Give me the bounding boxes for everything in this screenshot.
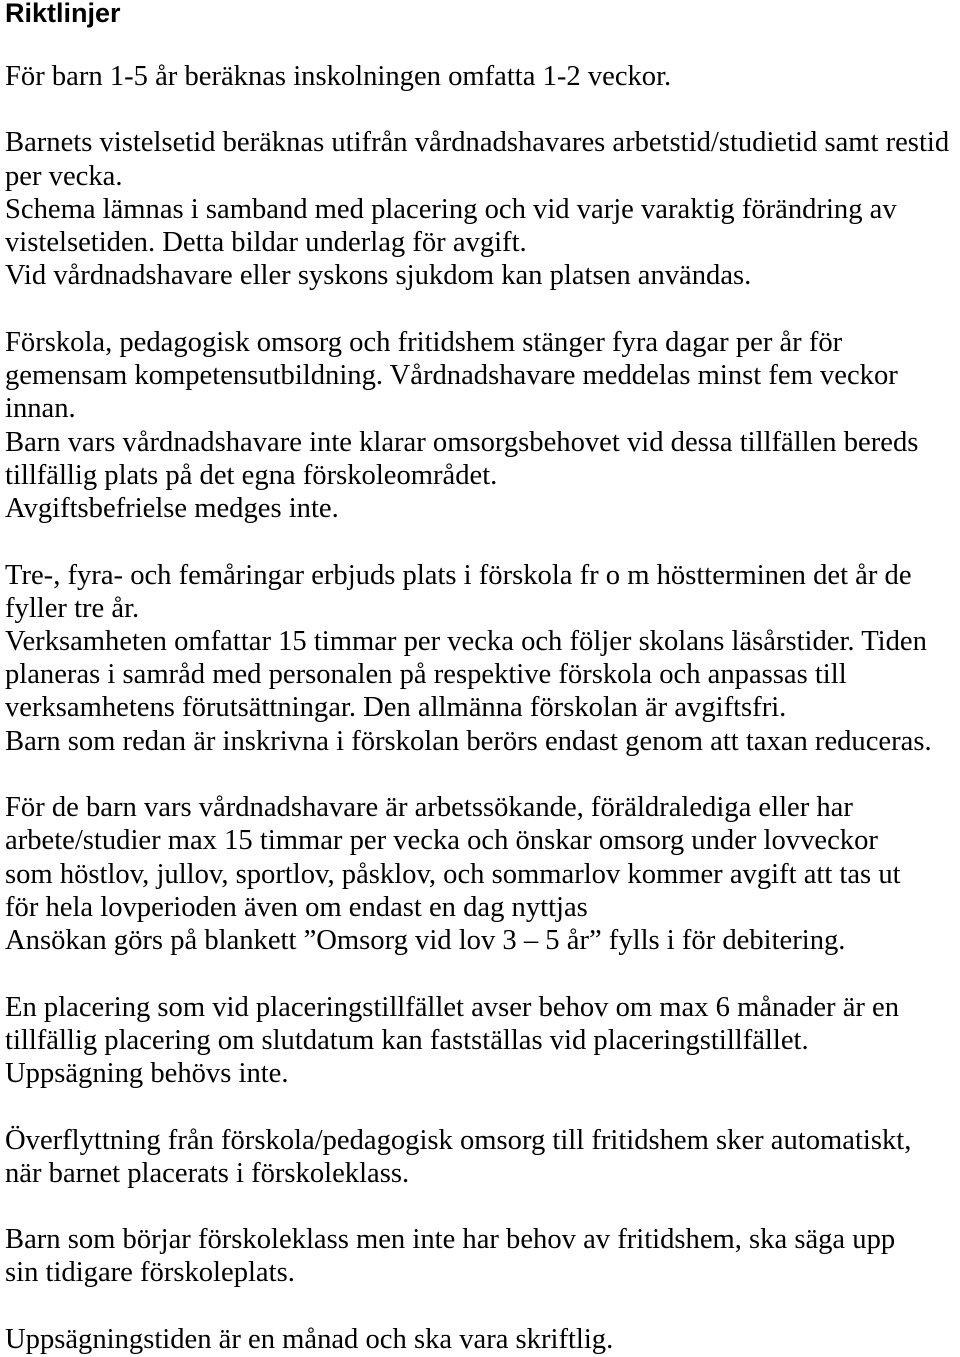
paragraph-lovveckor: [5, 791, 958, 957]
text-line: sin tidigare förskoleplats.: [5, 1257, 295, 1289]
text-line: när barnet placerats i förskoleklass.: [5, 1157, 410, 1189]
text-line: Barn vars vårdnadshavare inte klarar omsorgsbehovet vid dessa tillfällen bereds: [5, 426, 919, 458]
text-line: Ansökan görs på blankett ”Omsorg vid lov 3 – 5 år” fylls i för debitering.: [5, 925, 846, 957]
text-line: Schema lämnas i samband med placering och vid varje varaktig förändring av: [5, 193, 897, 225]
text-line: Överflyttning från förskola/pedagogisk omsorg till fritidshem sker automatiskt,: [5, 1124, 912, 1156]
text-line: arbete/studier max 15 timmar per vecka och önskar omsorg under lovveckor: [5, 825, 878, 857]
paragraph-kompetensutbildning: [5, 326, 958, 525]
text-line: Verksamheten omfattar 15 timmar per vecka och följer skolans läsårstider. Tiden: [5, 625, 927, 657]
text-line: Vid vårdnadshavare eller syskons sjukdom kan platsen användas.: [5, 260, 752, 292]
paragraph-overflyttning: [5, 1124, 958, 1190]
text-line: verksamhetens förutsättningar. Den allmänna förskolan är avgiftsfri.: [5, 692, 787, 724]
text-line: Uppsägningstiden är en månad och ska vara skriftlig.: [5, 1323, 614, 1355]
text-line: innan.: [5, 393, 76, 425]
text-line: fyller tre år.: [5, 592, 140, 624]
text-line: tillfällig plats på det egna förskoleområdet.: [5, 459, 498, 491]
page-title: Riktlinjer: [5, 0, 121, 28]
text-line: Förskola, pedagogisk omsorg och fritidshem stänger fyra dagar per år för: [5, 326, 843, 358]
text-line: för hela lovperioden även om endast en dag nyttjas: [5, 891, 588, 923]
paragraph-uppsagningstid: [5, 1323, 958, 1356]
text-line: Uppsägning behövs inte.: [5, 1058, 289, 1090]
paragraph-tillfallig-placering: [5, 991, 958, 1091]
text-line: Tre-, fyra- och femåringar erbjuds plats i förskola fr o m höstterminen det år de: [5, 559, 912, 591]
text-line: För de barn vars vårdnadshavare är arbetssökande, föräldralediga eller har: [5, 792, 853, 824]
paragraph-inskolning: [5, 60, 958, 93]
text-line: Barn som redan är inskrivna i förskolan berörs endast genom att taxan reduceras.: [5, 725, 932, 757]
text-line: planeras i samråd med personalen på respektive förskola och anpassas till: [5, 659, 847, 691]
text-line: Barnets vistelsetid beräknas utifrån vårdnadshavares arbetstid/studietid samt restid: [5, 127, 950, 159]
paragraph-vistelsetid: [5, 126, 958, 292]
paragraph-forskoleklass: [5, 1223, 958, 1289]
text-line: vistelsetiden. Detta bildar underlag för avgift.: [5, 227, 527, 259]
text-line: Avgiftsbefrielse medges inte.: [5, 493, 339, 525]
document-body: [5, 60, 958, 1356]
text-line: Barn som börjar förskoleklass men inte har behov av fritidshem, ska säga upp: [5, 1224, 896, 1256]
text-line: som höstlov, jullov, sportlov, påsklov, och sommarlov kommer avgift att tas ut: [5, 858, 901, 890]
text-line: En placering som vid placeringstillfället avser behov om max 6 månader är en: [5, 991, 900, 1023]
text-line: per vecka.: [5, 160, 123, 192]
text-line: tillfällig placering om slutdatum kan fastställas vid placeringstillfället.: [5, 1024, 809, 1056]
text-line: För barn 1-5 år beräknas inskolningen omfatta 1-2 veckor.: [5, 61, 672, 92]
paragraph-allman-forskola: [5, 559, 958, 758]
text-line: gemensam kompetensutbildning. Vårdnadshavare meddelas minst fem veckor: [5, 360, 898, 392]
